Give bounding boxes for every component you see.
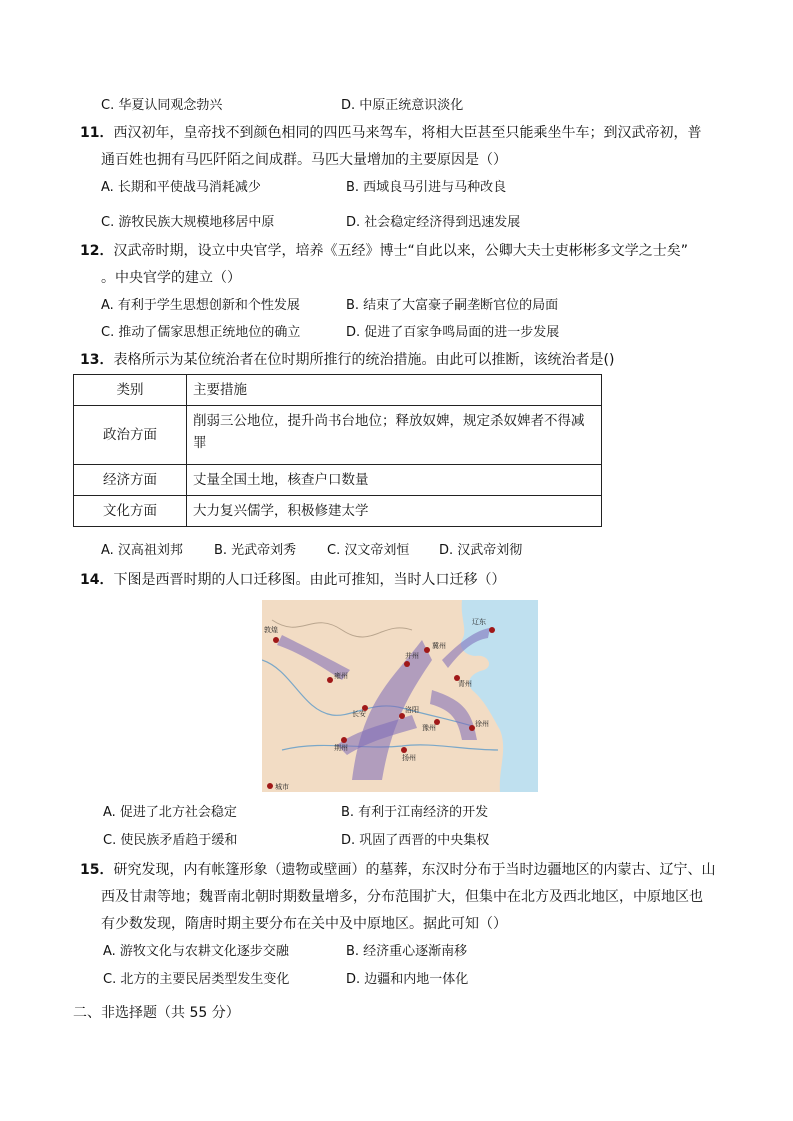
q15-option-c: C. 北方的主要民居类型发生变化 [103, 972, 290, 987]
migration-map [262, 600, 538, 792]
q15-option-b: B. 经济重心逐渐南移 [346, 944, 468, 959]
city-dot [327, 677, 333, 683]
q11-stem-line2: 通百姓也拥有马匹阡陌之间成群。马匹大量增加的主要原因是（） [101, 152, 507, 168]
q15-option-d: D. 边疆和内地一体化 [346, 972, 469, 987]
q10-option-c: C. 华夏认同观念勃兴 [101, 98, 223, 113]
q11-option-c: C. 游牧民族大规模地移居中原 [101, 215, 275, 230]
q12-number: 12． [80, 243, 114, 259]
q14-option-d: D. 巩固了西晋的中央集权 [341, 833, 490, 848]
map-label-jingzhou: 荆州 [334, 744, 348, 752]
table-header-row [74, 375, 602, 406]
q12-option-d: D. 促进了百家争鸣局面的进一步发展 [346, 325, 560, 340]
map-label-qingzhou: 青州 [458, 680, 472, 688]
q13-option-c: C. 汉文帝刘恒 [327, 543, 410, 558]
q11-option-d: D. 社会稳定经济得到迅速发展 [346, 215, 521, 230]
city-dot [424, 647, 430, 653]
q14-option-b: B. 有利于江南经济的开发 [341, 805, 489, 820]
q12-option-b: B. 结束了大富豪子嗣垄断官位的局面 [346, 298, 559, 313]
q15-stem-line1: 15．研究发现，内有帐篷形象（遗物或壁画）的墓葬，东汉时分布于当时边疆地区的内蒙古、辽宁、山 [80, 862, 716, 878]
city-dot [273, 637, 279, 643]
city-dot [404, 661, 410, 667]
table-cell-category: 经济方面 [74, 465, 187, 496]
map-label-yangzhou: 扬州 [402, 754, 416, 762]
city-dot [489, 627, 495, 633]
section-2-title: 二、非选择题（共 55 分） [73, 1005, 240, 1021]
q12-stem-line1: 12．汉武帝时期，设立中央官学，培养《五经》博士“自此以来，公卿大夫士吏彬彬多文学之士矣” [80, 243, 688, 259]
map-label-bingzhou: 并州 [405, 652, 419, 660]
q12-option-c: C. 推动了儒家思想正统地位的确立 [101, 325, 301, 340]
map-label-changan: 长安 [352, 710, 366, 718]
table-header-category: 类别 [74, 375, 187, 406]
map-label-luoyang: 洛阳 [405, 706, 419, 714]
q11-option-a: A. 长期和平使战马消耗减少 [101, 180, 261, 195]
q13-option-a: A. 汉高祖刘邦 [101, 543, 183, 558]
map-label-yongzhou: 雍州 [334, 672, 348, 680]
table-cell-measures: 丈量全国土地，核查户口数量 [187, 465, 602, 496]
q12-stem-line2: 。中央官学的建立（） [101, 270, 241, 286]
q11-option-b: B. 西域良马引进与马种改良 [346, 180, 507, 195]
table-cell-category: 政治方面 [74, 406, 187, 465]
q13-option-b: B. 光武帝刘秀 [214, 543, 297, 558]
city-dot [401, 747, 407, 753]
table-row [74, 465, 602, 496]
q13-measures-table [73, 374, 602, 527]
q12-option-a: A. 有利于学生思想创新和个性发展 [101, 298, 300, 313]
table-header-measures: 主要措施 [187, 375, 602, 406]
q14-option-a: A. 促进了北方社会稳定 [103, 805, 237, 820]
q11-stem-line1: 11．西汉初年，皇帝找不到颜色相同的四匹马来驾车，将相大臣甚至只能乘坐牛车；到汉武帝初，普 [80, 125, 702, 141]
q10-option-d: D. 中原正统意识淡化 [341, 98, 464, 113]
q15-number: 15． [80, 862, 114, 878]
city-dot [267, 783, 273, 789]
city-dot [341, 737, 347, 743]
q15-option-a: A. 游牧文化与农耕文化逐步交融 [103, 944, 289, 959]
q15-stem-line2: 西及甘肃等地；魏晋南北朝时期数量增多，分布范围扩大，但集中在北方及西北地区，中原地区也 [101, 889, 703, 905]
table-cell-measures: 大力复兴儒学，积极修建太学 [187, 496, 602, 527]
q14-stem: 14．下图是西晋时期的人口迁移图。由此可推知，当时人口迁移（） [80, 572, 506, 588]
map-label-jizhou: 冀州 [432, 642, 446, 650]
table-cell-measures: 削弱三公地位，提升尚书台地位；释放奴婢，规定杀奴婢者不得减罪 [187, 406, 602, 465]
map-label-liaodong: 辽东 [472, 618, 486, 626]
table-row [74, 406, 602, 465]
map-legend-city: 城市 [275, 783, 289, 791]
table-cell-category: 文化方面 [74, 496, 187, 527]
map-label-dunhuang: 敦煌 [264, 626, 278, 634]
q11-number: 11． [80, 125, 114, 141]
map-label-xuzhou: 徐州 [475, 720, 489, 728]
q13-stem: 13．表格所示为某位统治者在位时期所推行的统治措施。由此可以推断，该统治者是() [80, 352, 615, 368]
table-row [74, 496, 602, 527]
map-label-yuzhou: 豫州 [422, 724, 436, 732]
q13-option-d: D. 汉武帝刘彻 [439, 543, 523, 558]
q14-option-c: C. 使民族矛盾趋于缓和 [103, 833, 238, 848]
q13-number: 13． [80, 352, 114, 368]
q14-number: 14． [80, 572, 114, 588]
q15-stem-line3: 有少数发现，隋唐时期主要分布在关中及中原地区。据此可知（） [101, 916, 507, 932]
